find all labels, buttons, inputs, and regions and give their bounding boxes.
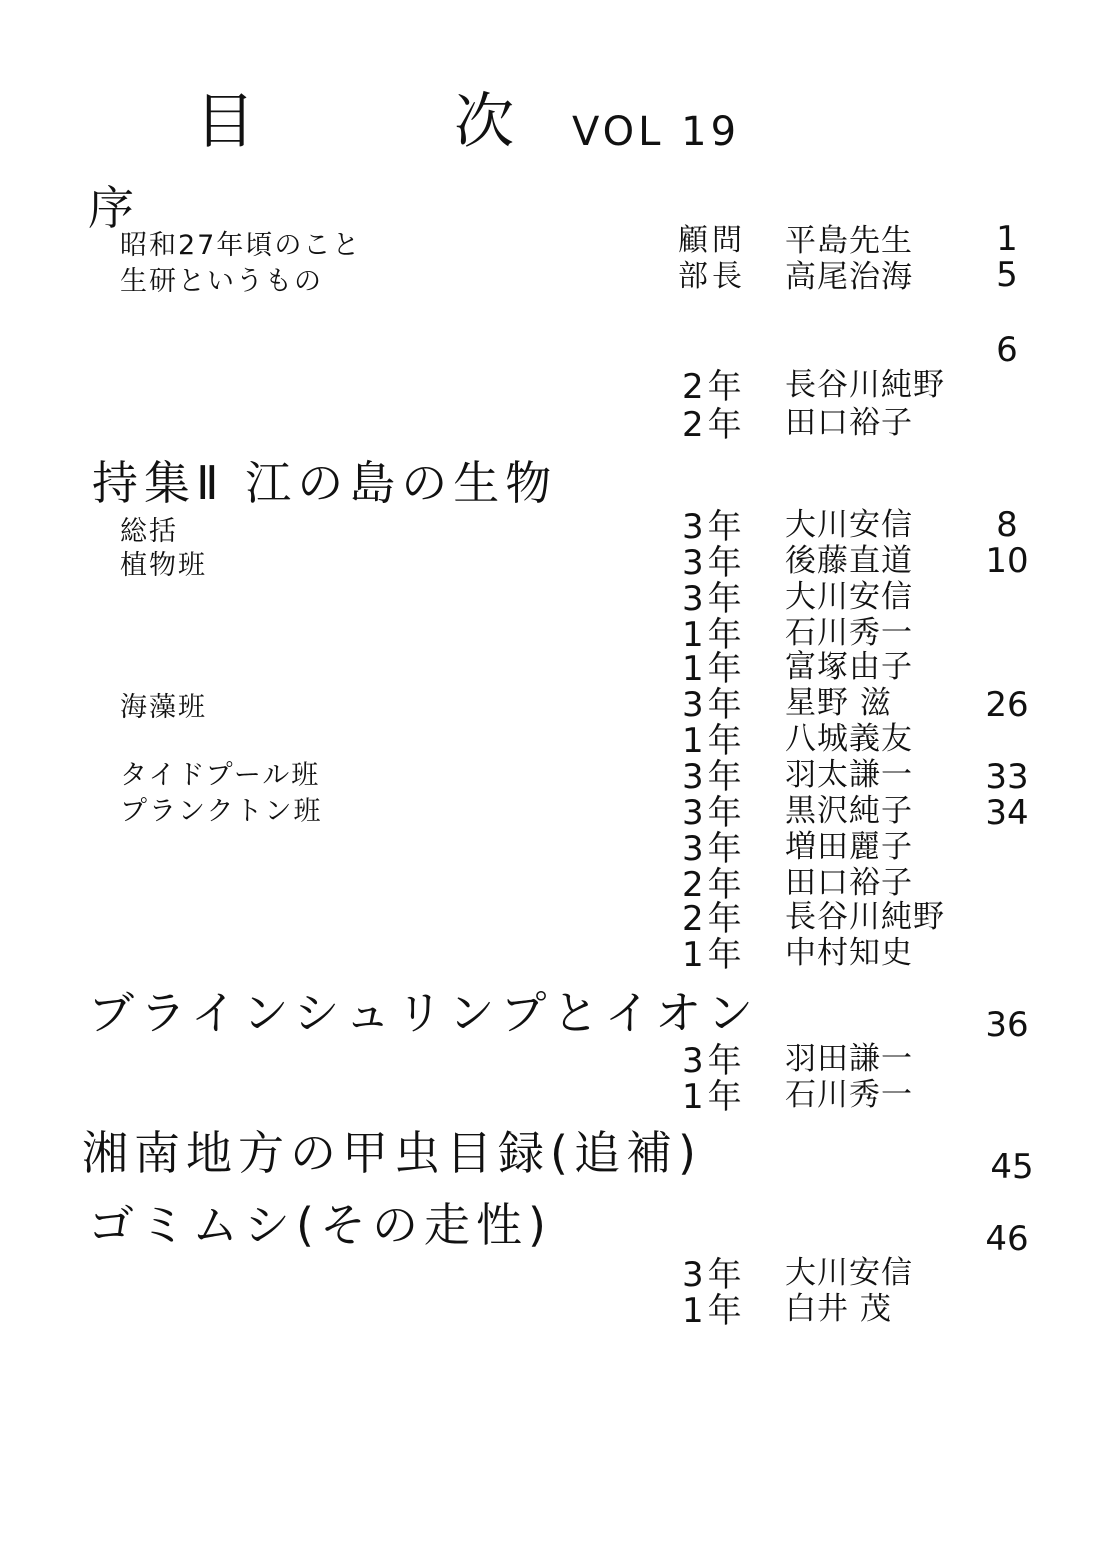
entry-name: 田口裕子	[785, 405, 913, 441]
entry-page: 46	[985, 1219, 1029, 1259]
entry-page: 36	[985, 1005, 1029, 1045]
entry-name: 高尾治海	[785, 259, 913, 295]
subtitle-tidepool: タイドプール班	[120, 760, 321, 791]
entry-grade: 部長	[678, 259, 746, 294]
entry-grade: 1年	[682, 615, 746, 655]
entry-name: 羽太謙一	[785, 757, 913, 793]
subtitle-plankton: プランクトン班	[120, 796, 323, 827]
volume-number: VOL 19	[572, 109, 741, 155]
entry-grade: 3年	[682, 793, 746, 833]
entry-name: 長谷川純野	[785, 899, 945, 935]
entry-grade: 1年	[682, 1291, 746, 1331]
section-gomimushi: ゴミムシ(その走性)	[88, 1198, 552, 1252]
entry-name: 羽田謙一	[785, 1041, 913, 1077]
entry-page: 45	[990, 1147, 1034, 1187]
entry-page: 6	[996, 330, 1018, 370]
entry-grade: 3年	[682, 543, 746, 583]
entry-name: 黒沢純子	[785, 793, 913, 829]
entry-name: 八城義友	[785, 721, 913, 757]
entry-grade: 3年	[682, 579, 746, 619]
entry-page: 33	[985, 757, 1029, 797]
entry-grade: 1年	[682, 1077, 746, 1117]
entry-grade: 1年	[682, 721, 746, 761]
entry-grade: 2年	[682, 865, 746, 905]
subtitle-seiken: 生研というもの	[120, 266, 323, 297]
entry-name: 後藤直道	[785, 543, 913, 579]
entry-grade: 3年	[682, 1041, 746, 1081]
entry-name: 田口裕子	[785, 865, 913, 901]
entry-page: 10	[985, 541, 1029, 581]
entry-name: 中村知史	[785, 935, 913, 971]
subtitle-kaiso: 海藻班	[120, 692, 207, 723]
entry-name: 大川安信	[785, 579, 913, 615]
entry-page: 34	[985, 793, 1029, 833]
page-title: 目 次	[195, 87, 605, 157]
entry-grade: 1年	[682, 935, 746, 975]
subtitle-shokubutsu: 植物班	[120, 550, 207, 581]
entry-name: 星野 滋	[785, 685, 892, 721]
entry-grade: 2年	[682, 899, 746, 939]
entry-name: 大川安信	[785, 507, 913, 543]
entry-grade: 3年	[682, 685, 746, 725]
entry-name: 富塚由子	[785, 649, 913, 685]
entry-name: 大川安信	[785, 1255, 913, 1291]
entry-page: 8	[996, 505, 1018, 545]
entry-page: 1	[996, 219, 1018, 259]
entry-name: 白井 茂	[785, 1291, 892, 1327]
entry-grade: 2年	[682, 367, 746, 407]
entry-page: 5	[996, 255, 1018, 295]
entry-grade: 2年	[682, 405, 746, 445]
entry-grade: 1年	[682, 649, 746, 689]
entry-grade: 3年	[682, 829, 746, 869]
section-brine-shrimp: ブラインシュリンプとイオン	[88, 986, 760, 1040]
entry-page: 26	[985, 685, 1029, 725]
section-jo: 序	[88, 181, 140, 235]
entry-name: 石川秀一	[785, 1077, 913, 1113]
section-tokushu: 持集Ⅱ 江の島の生物	[92, 456, 558, 510]
entry-grade: 3年	[682, 507, 746, 547]
entry-grade: 顧問	[678, 223, 746, 258]
entry-grade: 3年	[682, 1255, 746, 1295]
subtitle-showa: 昭和27年頃のこと	[120, 230, 362, 261]
entry-grade: 3年	[682, 757, 746, 797]
entry-name: 平島先生	[785, 223, 913, 259]
entry-name: 長谷川純野	[785, 367, 945, 403]
entry-name: 石川秀一	[785, 615, 913, 651]
subtitle-sokatsu: 総括	[120, 516, 178, 547]
section-shonan-beetles: 湘南地方の甲虫目録(追補)	[82, 1126, 702, 1180]
entry-name: 増田麗子	[785, 829, 913, 865]
